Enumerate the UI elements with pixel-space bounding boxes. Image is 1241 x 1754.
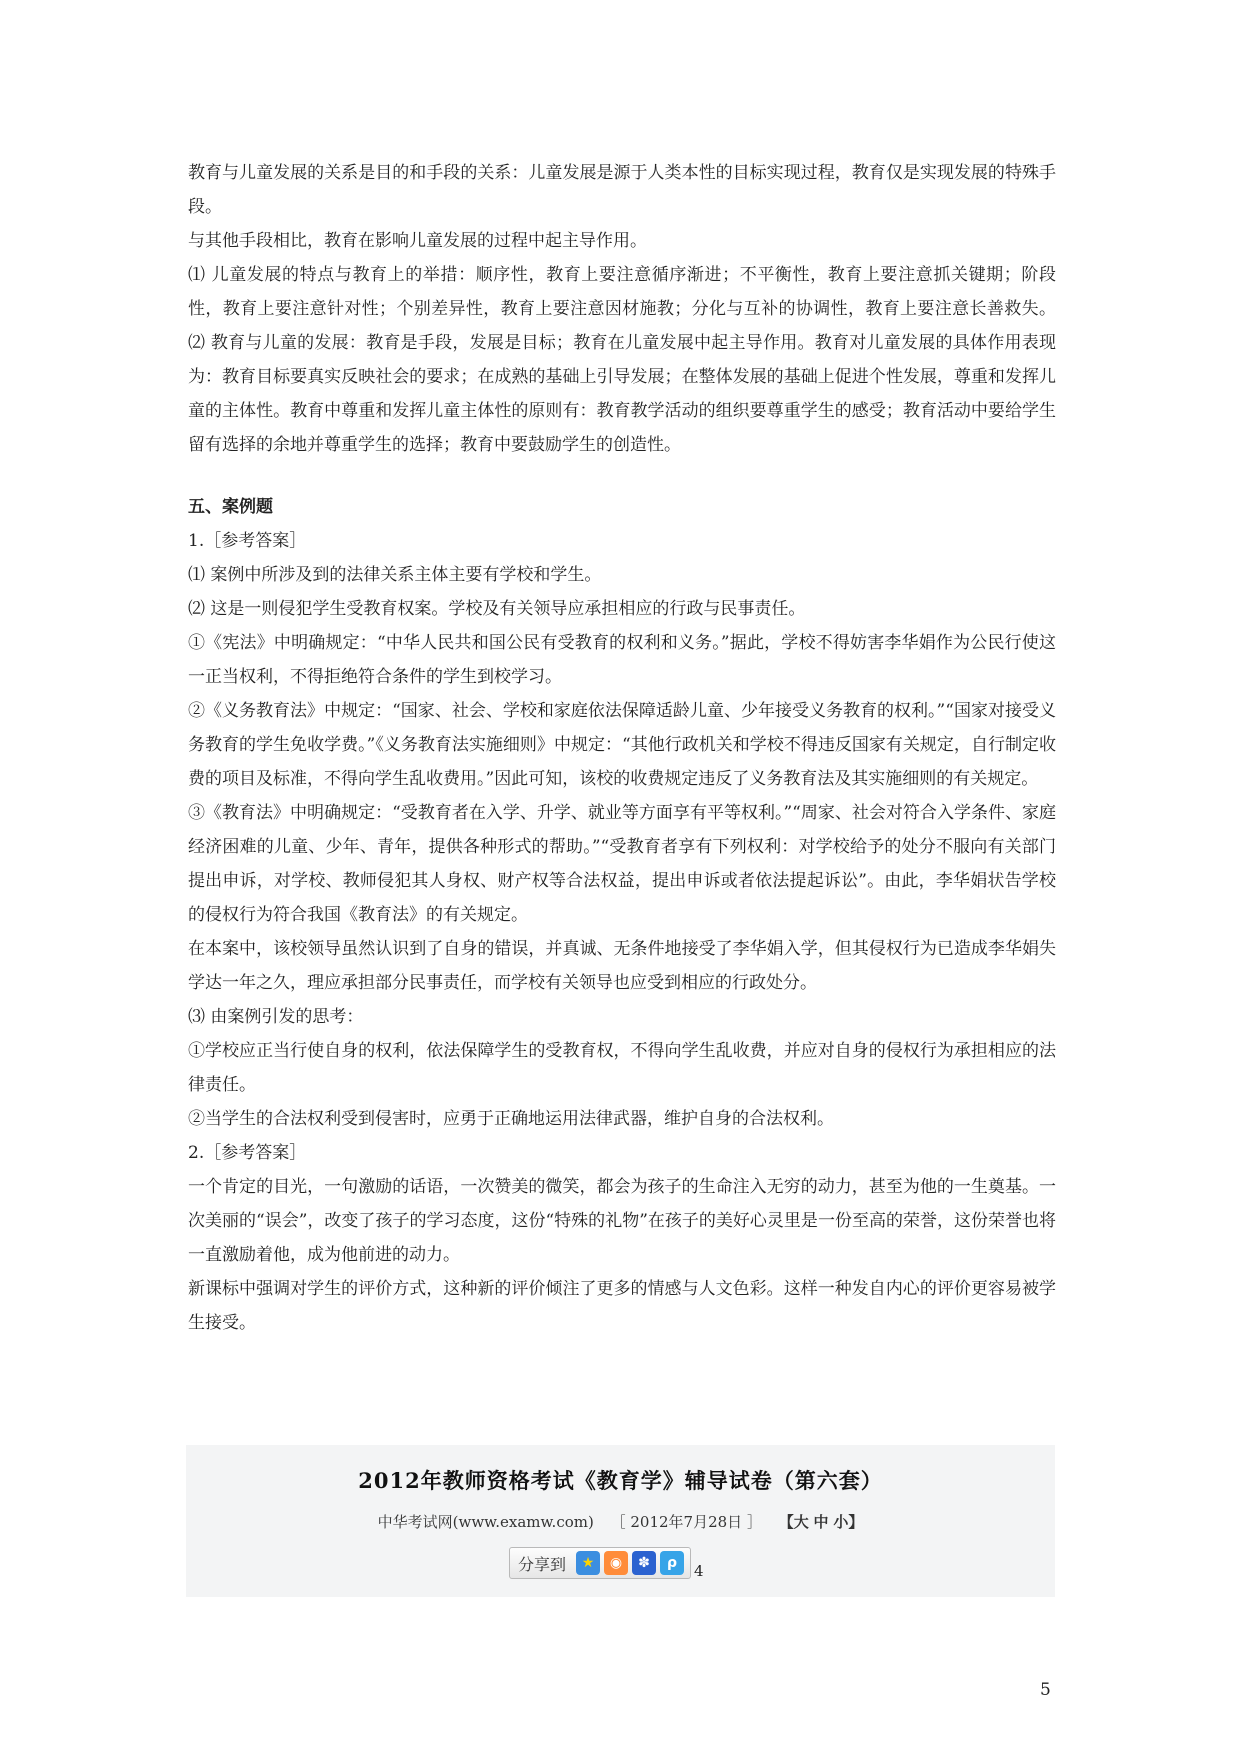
qzone-icon[interactable]: ★	[576, 1551, 600, 1575]
share-box	[509, 1547, 691, 1579]
article-banner	[186, 1445, 1055, 1597]
section-heading: 五、案例题	[188, 497, 273, 517]
paragraph: ①学校应正当行使自身的权利，依法保障学生的受教育权，不得向学生乱收费，并应对自身的侵权行为承担相应的法律责任。	[188, 1041, 1056, 1095]
paragraph: ③《教育法》中明确规定：“受教育者在入学、升学、就业等方面享有平等权利。”“周家、社会对符合入学条件、家庭经济困难的儿童、少年、青年，提供各种形式的帮助。”“受教育者享有下列权利：对学校给予的处分不服向有关部门提出申诉，对学校、教师侵犯其人身权、财产权等合法权益，提出申诉或者依法提起诉讼”。由此，李华娟状告学校的侵权行为符合我国《教育法》的有关规定。	[188, 803, 1056, 925]
bracket-close: 】	[848, 1513, 864, 1531]
paragraph: ②当学生的合法权利受到侵害时，应勇于正确地运用法律武器，维护自身的合法权利。	[188, 1109, 834, 1129]
font-size-medium[interactable]: 中	[813, 1513, 829, 1531]
source-link[interactable]: 中华考试网(www.examw.com)	[377, 1513, 594, 1531]
paragraph: 一个肯定的目光，一句激励的话语，一次赞美的微笑，都会为孩子的生命注入无穷的动力，甚至为他的一生奠基。一次美丽的“误会”，改变了孩子的学习态度，这份“特殊的礼物”在孩子的美好心灵里是一份至高的荣誉，这份荣誉也将一直激励着他，成为他前进的动力。	[188, 1177, 1056, 1265]
paragraph: 教育与儿童发展的关系是目的和手段的关系：儿童发展是源于人类本性的目标实现过程，教育仅是实现发展的特殊手段。	[188, 163, 1056, 217]
font-size-switcher	[779, 1513, 864, 1531]
article-title: 2012年教师资格考试《教育学》辅导试卷（第六套）	[358, 1468, 883, 1493]
paragraph: 新课标中强调对学生的评价方式，这种新的评价倾注了更多的情感与人文色彩。这样一种发自内心的评价更容易被学生接受。	[188, 1279, 1056, 1333]
font-size-large[interactable]: 大	[793, 1513, 809, 1531]
spacer	[188, 462, 1056, 490]
weibo-icon[interactable]: ◉	[604, 1551, 628, 1575]
paragraph: 与其他手段相比，教育在影响儿童发展的过程中起主导作用。	[188, 231, 647, 251]
paragraph: ⑶ 由案例引发的思考：	[188, 1007, 364, 1027]
paragraph: ②《义务教育法》中规定：“国家、社会、学校和家庭依法保障适龄儿童、少年接受义务教育的权利。”“国家对接受义务教育的学生免收学费。”《义务教育法实施细则》中规定：“其他行政机关和学校不得违反国家有关规定，自行制定收费的项目及标准，不得向学生乱收费用。”因此可知，该校的收费规定违反了义务教育法及其实施细则的有关规定。	[188, 701, 1056, 789]
paragraph: ①《宪法》中明确规定：“中华人民共和国公民有受教育的权利和义务。”据此，学校不得妨害李华娟作为公民行使这一正当权利，不得拒绝符合条件的学生到校学习。	[188, 633, 1056, 687]
paragraph: ⑵ 这是一则侵犯学生受教育权案。学校及有关领导应承担相应的行政与民事责任。	[188, 599, 806, 619]
page-number: 5	[1040, 1680, 1051, 1700]
paragraph: ⑴ 案例中所涉及到的法律关系主体主要有学校和学生。	[188, 565, 602, 585]
font-size-small[interactable]: 小	[833, 1513, 849, 1531]
answer-label: 1.［参考答案］	[188, 531, 307, 551]
publish-date: ［ 2012年7月28日 ］	[610, 1513, 762, 1531]
baidu-icon[interactable]: ✽	[632, 1551, 656, 1575]
share-count: 4	[694, 1562, 704, 1580]
tqq-icon[interactable]: ρ	[660, 1551, 684, 1575]
answer-label: 2.［参考答案］	[188, 1143, 307, 1163]
share-label: 分享到	[518, 1554, 567, 1574]
document-body	[188, 156, 1056, 1340]
article-meta	[186, 1511, 1055, 1532]
bracket-open: 【	[778, 1513, 794, 1531]
paragraph: 在本案中，该校领导虽然认识到了自身的错误，并真诚、无条件地接受了李华娟入学，但其侵权行为已造成李华娟失学达一年之久，理应承担部分民事责任，而学校有关领导也应受到相应的行政处分。	[188, 939, 1056, 993]
share-bar	[509, 1545, 704, 1579]
paragraph: ⑴ 儿童发展的特点与教育上的举措：顺序性，教育上要注意循序渐进；不平衡性，教育上要注意抓关键期；阶段性，教育上要注意针对性；个别差异性，教育上要注意因材施教；分化与互补的协调性，教育上要注意长善救失。 ⑵ 教育与儿童的发展：教育是手段，发展是目标；教育在儿童发展中起主导作用。教育对儿童发展的具体作用表现为：教育目标要真实反映社会的要求；在成熟的基础上引导发展；在整体发展的基础上促进个性发展，尊重和发挥儿童的主体性。教育中尊重和发挥儿童主体性的原则有：教育教学活动的组织要尊重学生的感受；教育活动中要给学生留有选择的余地并尊重学生的选择；教育中要鼓励学生的创造性。	[188, 265, 1056, 455]
